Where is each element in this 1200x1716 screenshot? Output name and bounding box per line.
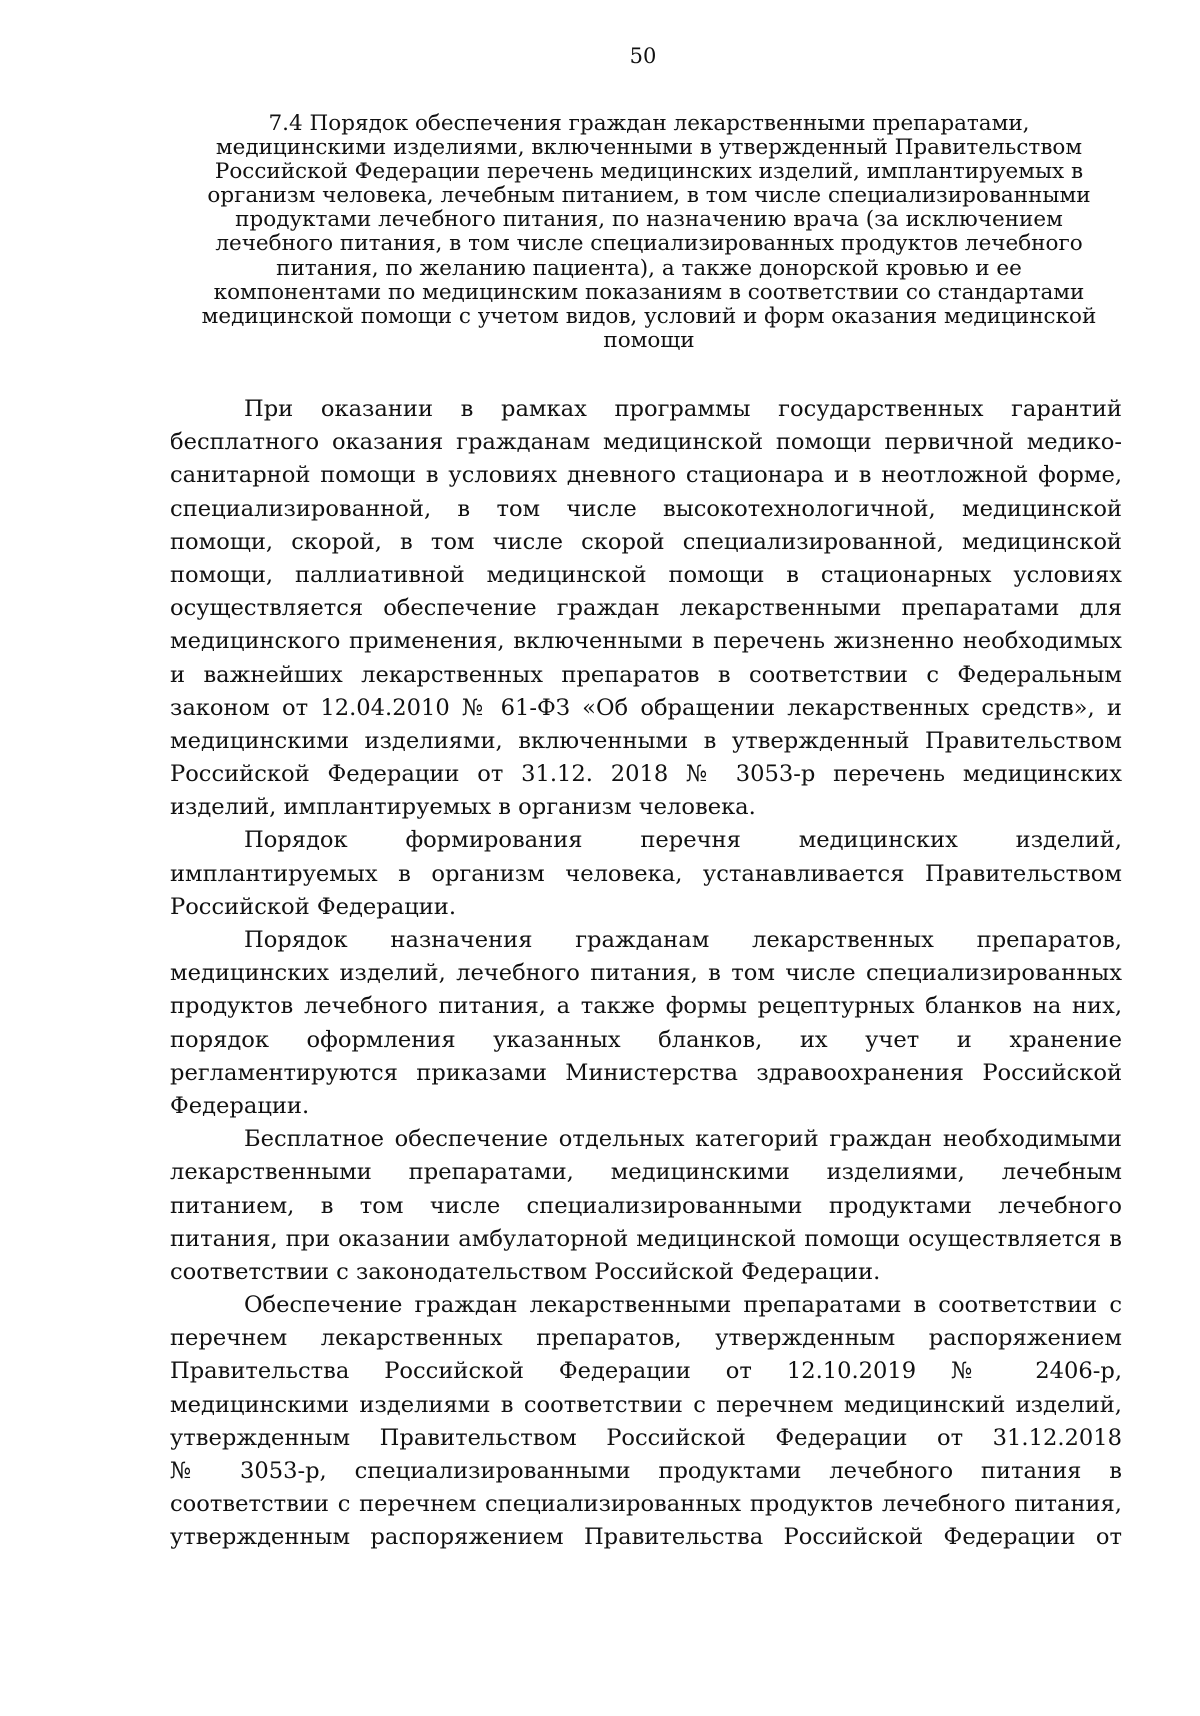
- paragraph: [170, 393, 1122, 824]
- paragraph-line: При оказании в рамках программы государственных гарантий: [244, 396, 1122, 422]
- heading-line: Российской Федерации перечень медицинских изделий, имплантируемых в: [214, 159, 1084, 185]
- heading-line: помощи: [603, 327, 695, 353]
- paragraph-line: соответствии с законодательством Российской Федерации.: [170, 1258, 881, 1285]
- paragraph-line: регламентируются приказами Министерства здравоохранения Российской: [170, 1059, 1122, 1086]
- paragraph-line: медицинскими изделиями в соответствии с перечнем медицинский изделий,: [170, 1391, 1122, 1418]
- page-number: 50: [629, 44, 657, 68]
- section-heading: [170, 112, 1128, 353]
- paragraph-line: Федерации.: [170, 1092, 310, 1119]
- paragraph-line: утвержденным распоряжением Правительства Российской Федерации от: [170, 1524, 1122, 1551]
- paragraph: [170, 924, 1122, 1123]
- paragraph-line: продуктов лечебного питания, а также формы рецептурных бланков на них,: [170, 993, 1122, 1020]
- paragraph-line: Правительства Российской Федерации от 12.10.2019 № 2406-р,: [170, 1358, 1122, 1385]
- heading-line: компонентами по медицинским показаниям в соответствии со стандартами: [213, 279, 1085, 305]
- paragraph-line: Обеспечение граждан лекарственными препаратами в соответствии с: [244, 1292, 1122, 1319]
- paragraph-line: помощи, паллиативной медицинской помощи в стационарных условиях: [170, 561, 1122, 588]
- paragraph-line: утвержденным Правительством Российской Федерации от 31.12.2018: [170, 1424, 1122, 1451]
- heading-line: 7.4 Порядок обеспечения граждан лекарственными препаратами,: [268, 111, 1030, 136]
- paragraph-line: осуществляется обеспечение граждан лекарственными препаратами для: [170, 595, 1122, 622]
- body-text: [170, 393, 1122, 1555]
- paragraph-line: медицинских изделий, лечебного питания, в том числе специализированных: [170, 960, 1122, 987]
- heading-line: питания, по желанию пациента), а также донорской кровью и ее: [276, 255, 1022, 281]
- heading-line: лечебного питания, в том числе специализированных продуктов лечебного: [215, 231, 1083, 257]
- paragraph: [170, 1289, 1122, 1555]
- paragraph-line: Российской Федерации от 31.12. 2018 № 3053-р перечень медицинских: [170, 761, 1122, 788]
- paragraph-line: питанием, в том числе специализированными продуктами лечебного: [170, 1192, 1122, 1219]
- paragraph-line: Порядок назначения гражданам лекарственных препаратов,: [244, 927, 1122, 953]
- paragraph-line: Порядок формирования перечня медицинских изделий,: [244, 827, 1122, 854]
- paragraph-line: бесплатного оказания гражданам медицинской помощи первичной медико-: [170, 429, 1122, 456]
- paragraph: [170, 1123, 1122, 1289]
- heading-line: медицинской помощи с учетом видов, условий и форм оказания медицинской: [201, 303, 1097, 329]
- paragraph-line: законом от 12.04.2010 № 61-ФЗ «Об обращении лекарственных средств», и: [170, 694, 1122, 721]
- paragraph-line: санитарной помощи в условиях дневного стационара и в неотложной форме,: [170, 462, 1122, 489]
- heading-line: организм человека, лечебным питанием, в том числе специализированными: [207, 183, 1091, 209]
- paragraph-line: медицинскими изделиями, включенными в утвержденный Правительством: [170, 727, 1122, 754]
- paragraph-line: Российской Федерации.: [170, 893, 457, 920]
- paragraph-line: специализированной, в том числе высокотехнологичной, медицинской: [170, 495, 1122, 522]
- paragraph-line: медицинского применения, включенными в перечень жизненно необходимых: [170, 628, 1122, 655]
- paragraph-line: имплантируемых в организм человека, устанавливается Правительством: [170, 860, 1122, 887]
- paragraph-line: и важнейших лекарственных препаратов в соответствии с Федеральным: [170, 661, 1122, 688]
- heading-line: медицинскими изделиями, включенными в утвержденный Правительством: [215, 135, 1083, 161]
- paragraph-line: питания, при оказании амбулаторной медицинской помощи осуществляется в: [170, 1225, 1122, 1252]
- paragraph-line: соответствии с перечнем специализированных продуктов лечебного питания,: [170, 1491, 1122, 1518]
- heading-line: продуктами лечебного питания, по назначению врача (за исключением: [235, 207, 1063, 233]
- paragraph-line: № 3053-р, специализированными продуктами лечебного питания в: [170, 1458, 1122, 1484]
- paragraph-line: изделий, имплантируемых в организм человека.: [170, 794, 756, 821]
- paragraph-line: лекарственными препаратами, медицинскими изделиями, лечебным: [170, 1159, 1122, 1186]
- paragraph-line: порядок оформления указанных бланков, их учет и хранение: [170, 1026, 1122, 1053]
- paragraph-line: помощи, скорой, в том числе скорой специализированной, медицинской: [170, 528, 1122, 555]
- paragraph-line: Бесплатное обеспечение отдельных категорий граждан необходимыми: [244, 1126, 1122, 1153]
- paragraph: [170, 824, 1122, 924]
- paragraph-line: перечнем лекарственных препаратов, утвержденным распоряжением: [170, 1325, 1122, 1352]
